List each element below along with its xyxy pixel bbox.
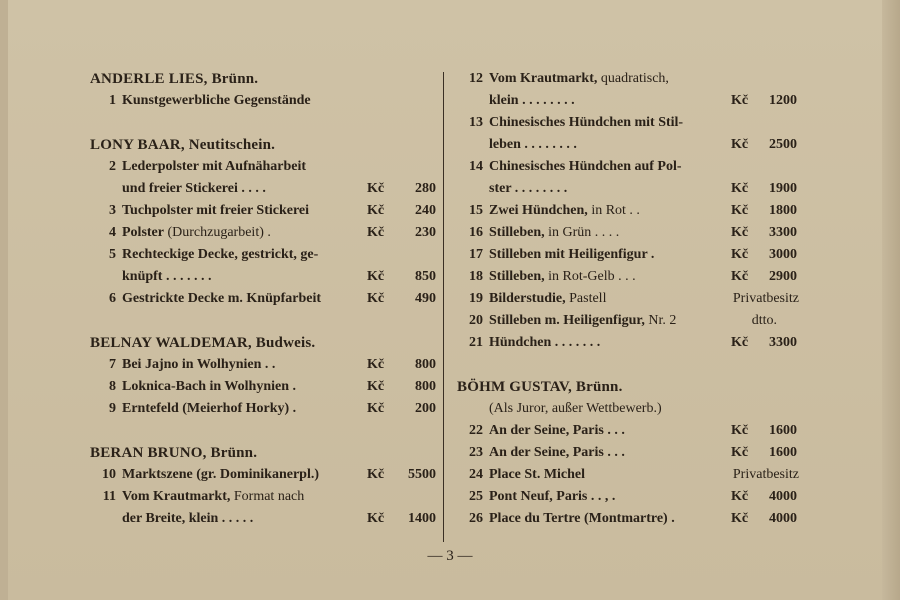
entry-title: Vom Krautmarkt, xyxy=(489,71,598,86)
currency-label: Kč xyxy=(731,203,749,218)
currency-label: Kč xyxy=(731,247,749,262)
entry-detail: Format nach xyxy=(233,489,305,504)
entry-title: Chinesisches Hündchen auf Pol- xyxy=(489,159,682,174)
entry-price: 200 xyxy=(415,401,436,416)
entry-price: 1800 xyxy=(769,203,797,218)
artist-block xyxy=(457,68,807,354)
currency-label: Kč xyxy=(367,225,385,240)
entry-price: 850 xyxy=(415,269,436,284)
catalog-entry xyxy=(90,288,440,310)
entry-line xyxy=(90,266,440,288)
artist-block xyxy=(90,442,440,530)
entry-line xyxy=(457,508,807,530)
currency-label: Kč xyxy=(731,181,749,196)
entry-line xyxy=(90,354,440,376)
entry-line xyxy=(457,244,807,266)
catalog-entry xyxy=(457,222,807,244)
entry-title: klein . . . . . . . . xyxy=(489,93,575,108)
entry-title: An der Seine, Paris . . . xyxy=(489,423,625,438)
entry-detail: in Grün . . . . xyxy=(548,225,620,240)
entry-title: Stilleben, xyxy=(489,225,545,240)
entry-line xyxy=(90,398,440,420)
catalog-entry xyxy=(457,266,807,288)
entry-title: knüpft . . . . . . . xyxy=(122,269,212,284)
entry-owner: Privatbesitz xyxy=(732,467,799,482)
catalog-entry xyxy=(457,156,807,200)
artist-block xyxy=(457,376,807,530)
currency-label: Kč xyxy=(731,269,749,284)
artist-block xyxy=(90,134,440,310)
entry-price: 800 xyxy=(415,379,436,394)
entry-number: 26 xyxy=(469,511,483,526)
catalog-entry xyxy=(457,420,807,442)
entry-price: 800 xyxy=(415,357,436,372)
entry-detail: Pastell xyxy=(569,291,607,306)
catalog-entry xyxy=(457,310,807,332)
entry-number: 20 xyxy=(469,313,483,328)
entry-line xyxy=(457,332,807,354)
entry-number: 24 xyxy=(469,467,483,482)
entry-price: 1600 xyxy=(769,445,797,460)
entry-title: ster . . . . . . . . xyxy=(489,181,568,196)
entry-price: 5500 xyxy=(408,467,436,482)
currency-label: Kč xyxy=(367,203,385,218)
entry-title: Place du Tertre (Montmartre) . xyxy=(489,511,675,526)
catalog-entry xyxy=(90,398,440,420)
catalog-entry xyxy=(90,354,440,376)
entry-line xyxy=(457,156,807,178)
entry-number: 12 xyxy=(469,71,483,86)
entry-title: Marktszene (gr. Dominikanerpl.) xyxy=(122,467,320,482)
entry-number: 11 xyxy=(102,489,116,504)
page-edge-left xyxy=(0,0,8,600)
entry-title: Pont Neuf, Paris . . , . xyxy=(489,489,616,504)
entry-line xyxy=(457,112,807,134)
entry-number: 4 xyxy=(109,225,116,240)
page-number: — 3 — xyxy=(427,548,473,564)
catalog-entry xyxy=(90,244,440,288)
catalog-entry xyxy=(457,112,807,156)
entry-number: 9 xyxy=(109,401,116,416)
artist-name: BELNAY WALDEMAR, Budweis. xyxy=(90,335,316,351)
entry-owner: dtto. xyxy=(751,313,777,328)
entry-number: 7 xyxy=(109,357,116,372)
currency-label: Kč xyxy=(367,379,385,394)
catalog-entry xyxy=(457,464,807,486)
catalog-entry xyxy=(90,376,440,398)
entry-price: 1200 xyxy=(769,93,797,108)
entry-line xyxy=(90,486,440,508)
entry-title: Loknica-Bach in Wolhynien . xyxy=(122,379,297,394)
entry-number: 16 xyxy=(469,225,483,240)
entry-number: 15 xyxy=(469,203,483,218)
catalog-entry xyxy=(457,508,807,530)
entry-title: Tuchpolster mit freier Stickerei xyxy=(122,203,310,218)
entry-number: 25 xyxy=(469,489,483,504)
entry-number: 5 xyxy=(109,247,116,262)
entry-title: Stilleben, xyxy=(489,269,545,284)
entry-number: 10 xyxy=(102,467,116,482)
entry-number: 19 xyxy=(469,291,483,306)
entry-title: Polster xyxy=(122,225,164,240)
catalog-entry xyxy=(457,200,807,222)
entry-price: 3300 xyxy=(769,225,797,240)
catalog-entry xyxy=(457,442,807,464)
entry-price: 240 xyxy=(415,203,436,218)
currency-label: Kč xyxy=(731,511,749,526)
entry-number: 1 xyxy=(109,93,116,108)
currency-label: Kč xyxy=(367,401,385,416)
entry-number: 22 xyxy=(469,423,483,438)
entry-line xyxy=(457,134,807,156)
catalog-entry xyxy=(90,222,440,244)
entry-title: Kunstgewerbliche Gegenstände xyxy=(122,93,311,108)
entry-title: Chinesisches Hündchen mit Stil- xyxy=(489,115,684,130)
currency-label: Kč xyxy=(367,269,385,284)
entry-title: Stilleben mit Heiligenfigur . xyxy=(489,247,655,262)
entry-line xyxy=(90,200,440,222)
entry-price: 3300 xyxy=(769,335,797,350)
entry-detail: in Rot . . xyxy=(591,203,640,218)
currency-label: Kč xyxy=(731,225,749,240)
artist-name: BERAN BRUNO, Brünn. xyxy=(90,445,258,461)
entry-price: 2900 xyxy=(769,269,797,284)
entry-owner: Privatbesitz xyxy=(732,291,799,306)
currency-label: Kč xyxy=(367,357,385,372)
currency-label: Kč xyxy=(731,335,749,350)
entry-line xyxy=(90,156,440,178)
entry-line xyxy=(457,266,807,288)
entry-line xyxy=(457,310,807,332)
currency-label: Kč xyxy=(367,467,385,482)
currency-label: Kč xyxy=(731,445,749,460)
currency-label: Kč xyxy=(731,489,749,504)
catalog-entry xyxy=(457,486,807,508)
entry-number: 17 xyxy=(469,247,483,262)
page-edge-right xyxy=(882,0,900,600)
entry-line xyxy=(457,68,807,90)
artist-block xyxy=(90,332,440,420)
entry-title: Place St. Michel xyxy=(489,467,586,482)
artist-name: ANDERLE LIES, Brünn. xyxy=(90,71,259,87)
catalog-entry xyxy=(457,68,807,112)
entry-title: Rechteckige Decke, gestrickt, ge- xyxy=(122,247,319,262)
catalog-entry xyxy=(457,288,807,310)
entry-line xyxy=(457,420,807,442)
catalog-entry xyxy=(90,464,440,486)
entry-number: 14 xyxy=(469,159,483,174)
entry-title: der Breite, klein . . . . . xyxy=(122,511,254,526)
entry-line xyxy=(90,288,440,310)
entry-detail: Nr. 2 xyxy=(648,313,677,328)
entry-price: 1400 xyxy=(408,511,436,526)
entry-detail: quadratisch, xyxy=(600,71,669,86)
entry-number: 3 xyxy=(109,203,116,218)
entry-line xyxy=(457,200,807,222)
entry-price: 4000 xyxy=(769,489,797,504)
entry-title: und freier Stickerei . . . . xyxy=(122,181,266,196)
artist-name: BÖHM GUSTAV, Brünn. xyxy=(457,379,623,395)
entry-price: 230 xyxy=(415,225,436,240)
entry-number: 6 xyxy=(109,291,116,306)
entry-title: Vom Krautmarkt, xyxy=(122,489,231,504)
entry-line xyxy=(457,464,807,486)
currency-label: Kč xyxy=(367,181,385,196)
entry-title: Gestrickte Decke m. Knüpfarbeit xyxy=(122,291,322,306)
catalog-entry xyxy=(90,200,440,222)
entry-line xyxy=(457,442,807,464)
entry-price: 1600 xyxy=(769,423,797,438)
column-divider xyxy=(443,72,444,542)
entry-number: 2 xyxy=(109,159,116,174)
entry-title: Bei Jajno in Wolhynien . . xyxy=(122,357,276,372)
entry-price: 280 xyxy=(415,181,436,196)
catalog-entry xyxy=(457,244,807,266)
entry-price: 490 xyxy=(415,291,436,306)
entry-detail: (Durchzugarbeit) . xyxy=(167,225,271,240)
entry-price: 2500 xyxy=(769,137,797,152)
entry-number: 23 xyxy=(469,445,483,460)
entry-line xyxy=(90,464,440,486)
entry-number: 8 xyxy=(109,379,116,394)
entry-number: 21 xyxy=(469,335,483,350)
entry-line xyxy=(457,222,807,244)
catalog-entry xyxy=(90,90,440,112)
catalog-entry xyxy=(90,486,440,530)
artist-note: (Als Juror, außer Wettbewerb.) xyxy=(489,401,662,416)
entry-title: leben . . . . . . . . xyxy=(489,137,577,152)
entry-line xyxy=(90,90,440,112)
currency-label: Kč xyxy=(731,137,749,152)
entry-title: Lederpolster mit Aufnäharbeit xyxy=(122,159,307,174)
currency-label: Kč xyxy=(367,511,385,526)
currency-label: Kč xyxy=(731,93,749,108)
entry-line xyxy=(457,90,807,112)
entry-line xyxy=(90,222,440,244)
entry-line xyxy=(90,244,440,266)
entry-title: Hündchen . . . . . . . xyxy=(489,335,601,350)
catalog-entry xyxy=(90,156,440,200)
artist-block xyxy=(90,68,440,112)
artist-name: LONY BAAR, Neutitschein. xyxy=(90,137,276,153)
catalog-entry xyxy=(457,332,807,354)
entry-title: Erntefeld (Meierhof Horky) . xyxy=(122,401,297,416)
entry-line xyxy=(457,288,807,310)
entry-price: 3000 xyxy=(769,247,797,262)
entry-title: Bilderstudie, xyxy=(489,291,566,306)
currency-label: Kč xyxy=(731,423,749,438)
entry-title: An der Seine, Paris . . . xyxy=(489,445,625,460)
currency-label: Kč xyxy=(367,291,385,306)
entry-title: Zwei Hündchen, xyxy=(489,203,588,218)
entry-line xyxy=(90,376,440,398)
entry-detail: in Rot-Gelb . . . xyxy=(548,269,636,284)
left-column xyxy=(90,68,440,552)
entry-line xyxy=(90,178,440,200)
entry-line xyxy=(457,178,807,200)
entry-price: 4000 xyxy=(769,511,797,526)
right-column xyxy=(457,68,807,552)
entry-line xyxy=(90,508,440,530)
entry-number: 18 xyxy=(469,269,483,284)
entry-price: 1900 xyxy=(769,181,797,196)
entry-number: 13 xyxy=(469,115,483,130)
entry-line xyxy=(457,486,807,508)
entry-title: Stilleben m. Heiligenfigur, xyxy=(489,313,645,328)
